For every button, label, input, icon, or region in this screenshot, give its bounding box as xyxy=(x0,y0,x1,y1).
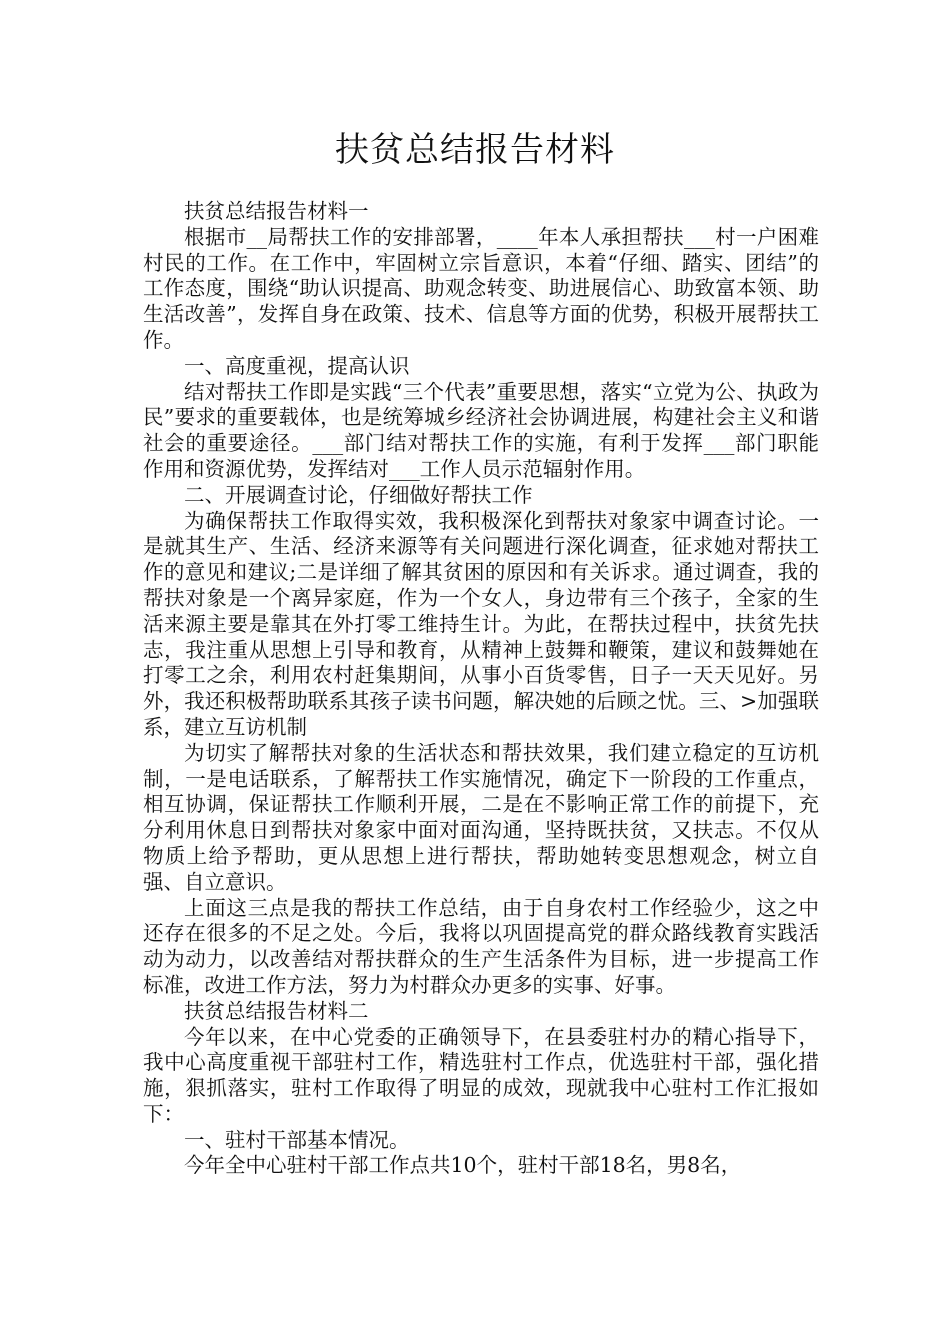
body-paragraph: 结对帮扶工作即是实践“三个代表”重要思想，落实“立党为公、执政为民”要求的重要载体，也是统筹城乡经济社会协调进展，构建社会主义和谐社会的重要途径。___部门结对帮扶工作的实施，有利于发挥___部门职能作用和资源优势，发挥结对___工作人员示范辐射作用。 xyxy=(143,379,819,481)
section-heading-material-one: 扶贫总结报告材料一 xyxy=(184,199,369,223)
body-paragraph: 今年以来，在中心党委的正确领导下，在县委驻村办的精心指导下，我中心高度重视干部驻村工作，精选驻村工作点，优选驻村干部，强化措施，狠抓落实，驻村工作取得了明显的成效，现就我中心驻村工作汇报如下： xyxy=(143,1024,819,1126)
section-heading: 一、驻村干部基本情况。 xyxy=(184,1127,410,1152)
section-heading-material-two: 扶贫总结报告材料二 xyxy=(184,998,369,1023)
section-heading: 一、高度重视，提高认识 xyxy=(184,353,410,378)
document-body xyxy=(143,199,819,1179)
document-title: 扶贫总结报告材料 xyxy=(335,130,615,170)
body-paragraph: 为切实了解帮扶对象的生活状态和帮扶效果，我们建立稳定的互访机制，一是电话联系，了解帮扶工作实施情况，确定下一阶段的工作重点，相互协调，保证帮扶工作顺利开展，二是在不影响正常工作的前提下，充分利用休息日到帮扶对象家中面对面沟通，坚持既扶贫，又扶志。不仅从物质上给予帮助，更从思想上进行帮扶，帮助她转变思想观念，树立自强、自立意识。 xyxy=(143,740,819,894)
section-heading: 二、开展调查讨论，仔细做好帮扶工作 xyxy=(184,482,533,507)
body-paragraph: 今年全中心驻村干部工作点共10个，驻村干部18名，男8名， xyxy=(184,1153,742,1178)
body-paragraph: 为确保帮扶工作取得实效，我积极深化到帮扶对象家中调查讨论。一是就其生产、生活、经济来源等有关问题进行深化调查，征求她对帮扶工作的意见和建议;二是详细了解其贫困的原因和有关诉求。通过调查，我的帮扶对象是一个离异家庭，作为一个女人，身边带有三个孩子，全家的生活来源主要是靠其在外打零工维持生计。为此，在帮扶过程中，扶贫先扶志，我注重从思想上引导和教育，从精神上鼓舞和鞭策，建议和鼓舞她在打零工之余，利用农村赶集期间，从事小百货零售，日子一天天见好。另外，我还积极帮助联系其孩子读书问题，解决她的后顾之忧。三、>加强联系，建立互访机制 xyxy=(143,508,819,739)
body-paragraph: 根据市__局帮扶工作的安排部署，____年本人承担帮扶___村一户困难村民的工作。在工作中，牢固树立宗旨意识，本着“仔细、踏实、团结”的工作态度，围绕“助认识提高、助观念转变、助进展信心、助致富本领、助生活改善”，发挥自身在政策、技术、信息等方面的优势，积极开展帮扶工作。 xyxy=(143,224,819,352)
body-paragraph: 上面这三点是我的帮扶工作总结，由于自身农村工作经验少，这之中还存在很多的不足之处。今后，我将以巩固提高党的群众路线教育实践活动为动力，以改善结对帮扶群众的生产生活条件为目标，进一步提高工作标准，改进工作方法，努力为村群众办更多的实事、好事。 xyxy=(143,895,819,997)
